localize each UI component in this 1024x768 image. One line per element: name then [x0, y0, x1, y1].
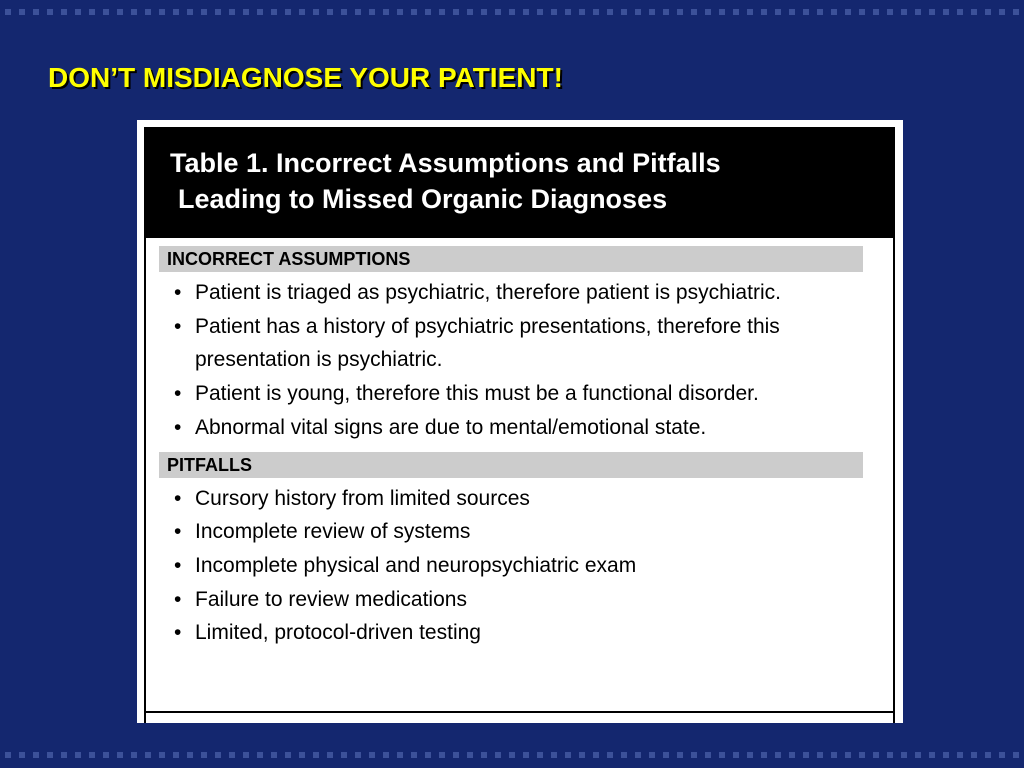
- top-dotted-border: [0, 9, 1024, 15]
- list-item: [159, 549, 863, 583]
- list-item-text: Cursory history from limited sources: [195, 486, 530, 510]
- list-item-text: Failure to review medications: [195, 587, 467, 611]
- bullet-icon: •: [174, 553, 182, 577]
- list-item-text: Patient is triaged as psychiatric, therefore patient is psychiatric.: [195, 281, 781, 304]
- list-item-text: Incomplete review of systems: [195, 520, 471, 544]
- bottom-dotted-border: [0, 752, 1024, 758]
- table-body: [159, 246, 863, 650]
- pitfalls-list: [159, 482, 863, 651]
- list-item-text: Patient is young, therefore this must be a functional disorder.: [195, 382, 759, 406]
- list-item-text: Limited, protocol-driven testing: [195, 621, 481, 645]
- bullet-icon: •: [174, 382, 182, 406]
- bullet-icon: •: [174, 415, 182, 439]
- table-figure: [137, 120, 903, 723]
- bullet-icon: •: [174, 314, 182, 338]
- bullet-icon: •: [174, 520, 182, 544]
- list-item-text: Incomplete physical and neuropsychiatric exam: [195, 553, 637, 577]
- table-title-line-1: Table 1. Incorrect Assumptions and Pitfalls: [170, 148, 721, 178]
- list-item: [159, 583, 863, 617]
- bullet-icon: •: [174, 621, 182, 645]
- list-item-text: Abnormal vital signs are due to mental/emotional state.: [195, 415, 707, 439]
- list-item: [159, 377, 863, 411]
- bullet-icon: •: [174, 281, 182, 304]
- list-item: [159, 515, 863, 549]
- list-item: [159, 482, 863, 516]
- bullet-icon: •: [174, 486, 182, 510]
- list-item: [159, 616, 863, 650]
- list-item: [159, 411, 863, 445]
- slide-title: DON’T MISDIAGNOSE YOUR PATIENT!: [48, 62, 563, 93]
- list-item: [159, 276, 863, 310]
- section-heading-incorrect-assumptions: INCORRECT ASSUMPTIONS: [159, 246, 863, 272]
- bullet-icon: •: [174, 587, 182, 611]
- list-item-text: Patient has a history of psychiatric presentations, therefore this presentation is psychiatric.: [195, 314, 780, 372]
- assumptions-list: [159, 276, 863, 445]
- list-item: [159, 310, 863, 377]
- table-bottom-rule: [146, 711, 895, 713]
- table-title-line-2: Leading to Missed Organic Diagnoses: [178, 184, 668, 214]
- section-heading-pitfalls: PITFALLS: [159, 452, 863, 478]
- table-header: [146, 129, 893, 238]
